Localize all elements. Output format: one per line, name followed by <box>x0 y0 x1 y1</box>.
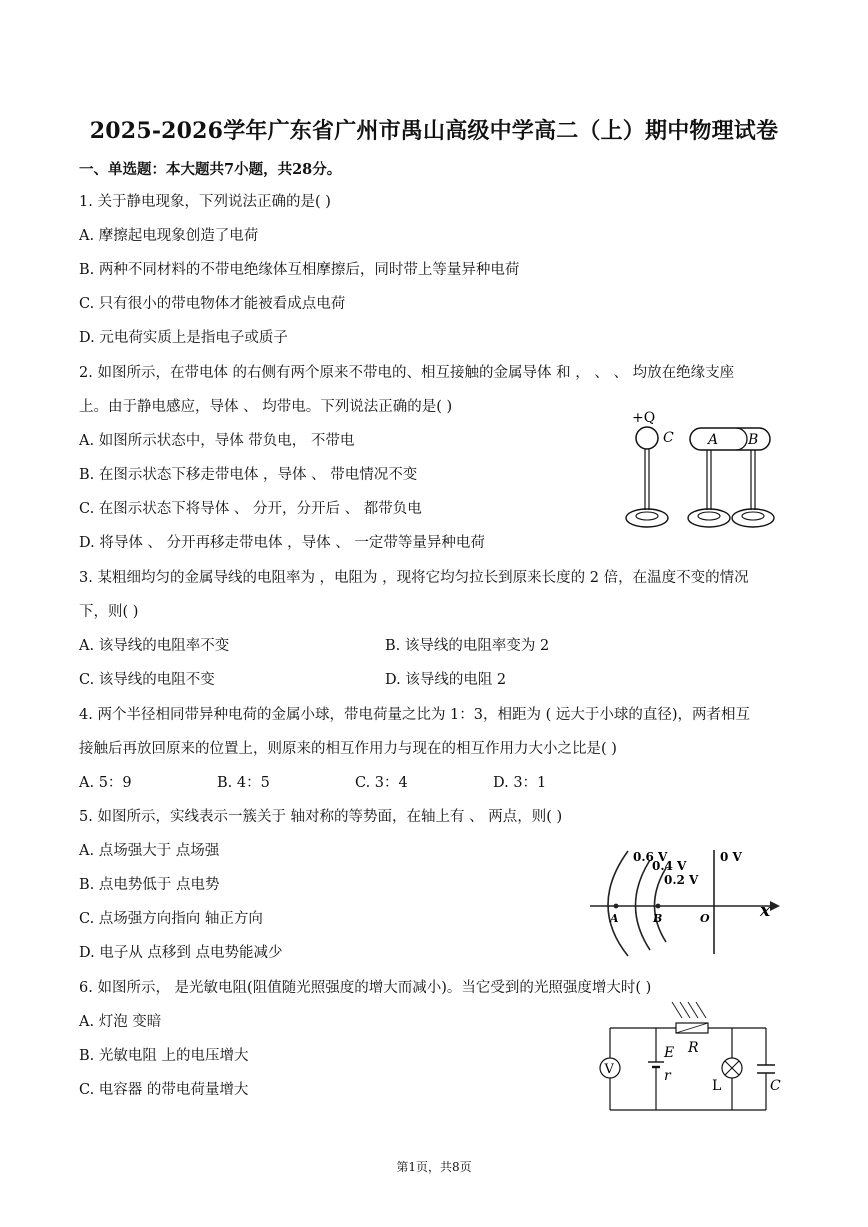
q1-option-d: D. 元电荷实质上是指电子或质子 <box>79 330 288 346</box>
q1-option-a: A. 摩擦起电现象创造了电荷 <box>79 228 259 244</box>
q6-stem: 6. 如图所示， 是光敏电阻(阻值随光照强度的增大而减小)。当它受到的光照强度增大时( ) <box>79 980 652 996</box>
q5-fig-o-label: O <box>700 912 710 925</box>
q2-option-b: B. 在图示状态下移走带电体 ，导体 、 带电情况不变 <box>79 467 418 483</box>
paper-title: 2025-2026学年广东省广州市禺山高级中学高二（上）期中物理试卷 <box>89 118 779 144</box>
q1-stem: 1. 关于静电现象，下列说法正确的是( ) <box>79 194 331 210</box>
light-ray <box>696 1002 706 1018</box>
q3-options-row1 <box>79 636 691 656</box>
q5-fig-a-label: A <box>610 912 619 925</box>
q6-fig-e-label: E <box>664 1045 675 1061</box>
q5-option-b: B. 点电势低于 点电势 <box>79 877 220 893</box>
q5-option-c: C. 点场强方向指向 轴正方向 <box>79 911 263 927</box>
q5-option-a: A. 点场强大于 点场强 <box>79 843 220 859</box>
q2-option-c: C. 在图示状态下将导体 、 分开，分开后 、 都带负电 <box>79 501 422 517</box>
equipotential-line <box>636 860 651 950</box>
q5-stem: 5. 如图所示，实线表示一簇关于 轴对称的等势面，在轴上有 、 两点，则( ) <box>79 809 563 825</box>
section-heading: 一、单选题：本大题共7小题，共28分。 <box>79 161 342 178</box>
q4-option-a: A. 5：9 <box>79 775 132 791</box>
q6-fig-r-internal-label: r <box>664 1068 671 1084</box>
q4-stem-line2: 接触后再放回原来的位置上，则原来的相互作用力与现在的相互作用力大小之比是( ) <box>79 741 617 757</box>
q6-fig-r-label: R <box>688 1040 699 1056</box>
q3-option-b: B. 该导线的电阻率变为 2 <box>385 638 550 654</box>
q6-fig-l-label: L <box>712 1078 722 1094</box>
q2-option-a: A. 如图所示状态中，导体 带负电， 不带电 <box>79 433 355 449</box>
q4-option-d: D. 3：1 <box>493 775 547 791</box>
charged-sphere <box>636 427 658 449</box>
q4-option-b: B. 4：5 <box>217 775 270 791</box>
q2-conductor-figure <box>618 404 788 534</box>
q5-fig-label-0: 0 V <box>720 850 742 864</box>
q6-option-a: A. 灯泡 变暗 <box>79 1014 162 1030</box>
q5-equipotential-figure <box>588 846 788 958</box>
q6-option-c: C. 电容器 的带电荷量增大 <box>79 1082 249 1098</box>
q3-options-row2 <box>79 670 691 690</box>
q6-fig-c-label: C <box>770 1078 781 1094</box>
equipotential-line <box>608 851 628 956</box>
q5-fig-label-04: 0.4 V <box>652 859 687 873</box>
q5-fig-b-label: B <box>653 912 663 925</box>
q5-fig-label-02: 0.2 V <box>664 873 699 887</box>
q4-options-row <box>79 773 631 793</box>
q2-fig-b-label: B <box>748 432 759 448</box>
q6-circuit-figure <box>594 1000 786 1116</box>
light-ray <box>672 1002 682 1018</box>
q6-option-b: B. 光敏电阻 上的电压增大 <box>79 1048 249 1064</box>
q1-option-c: C. 只有很小的带电物体才能被看成点电荷 <box>79 296 346 312</box>
q4-stem-line1: 4. 两个半径相同带异种电荷的金属小球，带电荷量之比为 1：3，相距为 ( 远大于小球的直径)，两者相互 <box>79 707 751 723</box>
q3-option-d: D. 该导线的电阻 2 <box>385 672 507 688</box>
q5-option-d: D. 电子从 点移到 点电势能减少 <box>79 945 283 961</box>
q3-option-c: C. 该导线的电阻不变 <box>79 672 215 688</box>
q2-fig-c-label: C <box>663 430 674 446</box>
q3-stem-line1: 3. 某粗细均匀的金属导线的电阻率为 ，电阻为 ，现将它均匀拉长到原来长度的 2 倍，在温度不变的情况 <box>79 570 749 586</box>
q2-stem-line2: 上。由于静电感应，导体 、 均带电。下列说法正确的是( ) <box>79 399 453 415</box>
q4-option-c: C. 3：4 <box>355 775 408 791</box>
q1-option-b: B. 两种不同材料的不带电绝缘体互相摩擦后，同时带上等量异种电荷 <box>79 262 520 278</box>
q2-option-d: D. 将导体 、 分开再移走带电体 ，导体 、 一定带等量异种电荷 <box>79 535 485 551</box>
q2-fig-charge-label: +Q <box>632 410 656 426</box>
q3-stem-line2: 下，则( ) <box>79 604 139 620</box>
light-ray <box>680 1002 690 1018</box>
page-footer: 第1页，共8页 <box>396 1160 472 1174</box>
q2-fig-a-label: A <box>708 432 719 448</box>
q5-fig-label-06: 0.6 V <box>633 850 668 864</box>
light-ray <box>688 1002 698 1018</box>
q6-fig-v-label: V <box>604 1062 614 1077</box>
q2-stem-line1: 2. 如图所示，在带电体 的右侧有两个原来不带电的、相互接触的金属导体 和 ， 、 、 均放在绝缘支座 <box>79 365 735 381</box>
q5-fig-x-label: x <box>760 901 771 921</box>
q3-option-a: A. 该导线的电阻率不变 <box>79 638 230 654</box>
x-axis-arrow-icon <box>770 901 780 911</box>
